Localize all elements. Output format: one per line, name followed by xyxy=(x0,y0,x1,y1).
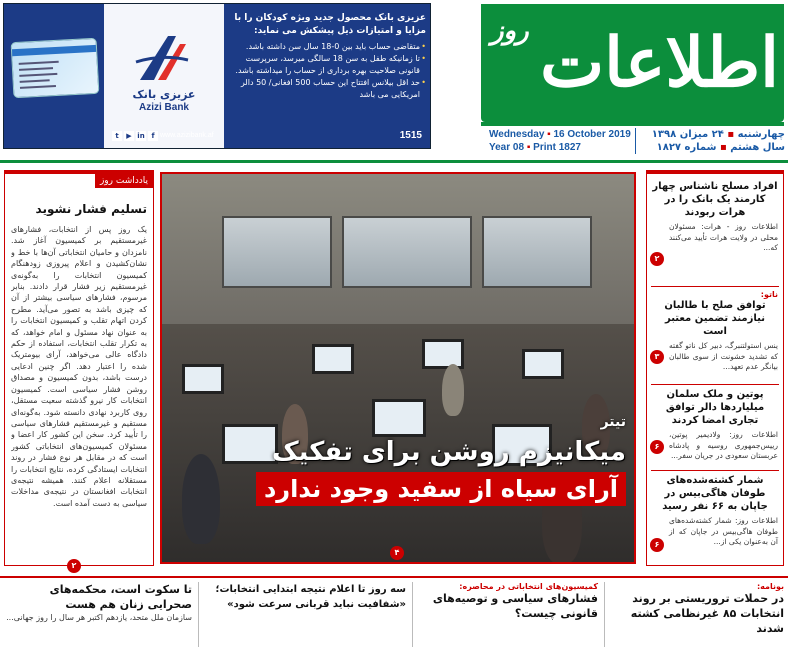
ad-bullet: • حد اقل بیلانس افتتاح این حساب 500 افغانی/ 50 دالر امریکایی می باشد xyxy=(228,77,426,101)
weekday-fa: چهارشنبه xyxy=(737,129,785,140)
page-number-badge[interactable]: ۳ xyxy=(650,350,664,364)
masthead-sub: روز xyxy=(491,16,529,46)
ad-footer xyxy=(108,130,426,144)
print-fa: شماره ۱۸۲۷ xyxy=(656,142,717,153)
bank-card-image xyxy=(11,38,100,98)
lead-title-line2[interactable]: آرای سیاه از سفید وجود ندارد xyxy=(256,472,626,506)
bottom-story[interactable] xyxy=(610,582,784,636)
brief-title[interactable]: توافق صلح با طالبان نیازمند تضمین معتبر است xyxy=(664,300,766,337)
brief-text: اطلاعات روز - هرات: مسئولان محلی در ولایت هرات تأیید می‌کنند که... xyxy=(669,222,778,252)
newspaper-logo xyxy=(481,4,784,122)
ad-social-icons xyxy=(112,131,158,141)
brief-title[interactable]: پوتین و ملک سلمان میلیاردها دالر توافق تجاری امضا کردند xyxy=(665,389,765,426)
year-en: Year 08 xyxy=(489,142,525,153)
bottom-story[interactable] xyxy=(204,582,406,612)
ad-website[interactable]: www.azizibank.af xyxy=(160,132,214,139)
editorial-title[interactable]: تسلیم فشار نشوید xyxy=(35,202,147,216)
bottom-title[interactable]: سه روز تا اعلام نتیجه ابتدایی انتخابات؛ «شفافیت نباید قربانی سرعت شود» xyxy=(215,584,406,610)
news-brief[interactable] xyxy=(647,388,783,462)
page-number-badge[interactable]: ۲ xyxy=(67,559,81,573)
masthead-name: اطلاعات xyxy=(540,23,779,103)
lead-story-photo[interactable] xyxy=(160,172,636,564)
dateline-fa: چهارشنبه ▪ ۲۴ میزان ۱۳۹۸ سال هشتم ▪ شماره ۱۸۲۷ xyxy=(651,129,785,153)
year-fa: سال هشتم xyxy=(730,142,785,153)
bank-logo xyxy=(104,4,224,149)
facebook-icon[interactable]: f xyxy=(148,131,158,141)
bottom-kicker: کمیسیون‌های انتخاباتی در محاصره: xyxy=(459,582,598,591)
bank-name-fa: عزیزی بانک xyxy=(132,88,196,101)
youtube-icon[interactable]: ▶ xyxy=(124,131,134,141)
ad-copy xyxy=(228,12,426,101)
masthead-divider xyxy=(0,160,788,163)
bottom-divider xyxy=(0,576,788,578)
masthead xyxy=(481,4,784,124)
brief-kicker: ناتو: xyxy=(760,290,778,299)
azizi-bank-logo-icon xyxy=(132,32,192,87)
date-fa: ۲۴ میزان ۱۳۹۸ xyxy=(651,129,724,140)
ad-phone-number: 1515 xyxy=(399,130,422,141)
twitter-icon[interactable]: t xyxy=(112,131,122,141)
date-en: 16 October 2019 xyxy=(553,129,631,140)
section-tag: یادداشت روز xyxy=(95,174,153,188)
news-briefs-column xyxy=(646,170,784,566)
bottom-title[interactable]: در حملات تروریستی بر روند انتخابات ۸۵ غیرنظامی کشته شدند xyxy=(630,592,784,635)
ad-bullet: • متقاضی حساب باید بین 0-18 سال سن داشته باشد. xyxy=(228,41,426,53)
linkedin-icon[interactable]: in xyxy=(137,132,145,140)
page-number-badge[interactable]: ۶ xyxy=(650,440,664,454)
lead-headline[interactable] xyxy=(206,414,626,506)
page-number-badge[interactable]: ۶ xyxy=(650,538,664,552)
ad-headline: عزیزی بانک محصول جدید ویژه کودکان را با مزایا و امتیازات ذیل پیشکش می نماید: xyxy=(234,13,426,36)
bank-name-en: Azizi Bank xyxy=(138,102,189,113)
bottom-title[interactable]: فشارهای سیاسی و توصیه‌های قانونی چیست؟ xyxy=(432,592,598,620)
print-en: Print 1827 xyxy=(533,142,581,153)
brief-text: اطلاعات روز: ولادیمیر پوتین، رییس‌جمهوری روسیه و پادشاه عربستان سعودی در جریان سفر... xyxy=(669,430,778,460)
brief-title[interactable]: افراد مسلح ناشناس چهار کارمند یک بانک را در هرات ربودند xyxy=(652,181,778,218)
page-number-badge[interactable]: ۴ xyxy=(390,546,404,560)
bank-advertisement[interactable] xyxy=(3,3,431,149)
editorial-column[interactable] xyxy=(4,170,154,570)
news-brief[interactable] xyxy=(647,180,783,254)
lead-kicker: تیتر xyxy=(600,414,626,430)
bottom-kicker: بونامه: xyxy=(756,582,784,591)
brief-text: اطلاعات روز: شمار کشته‌شده‌های طوفان هاگی‌بیس در جاپان که از آن به‌عنوان یکی از... xyxy=(669,516,778,546)
weekday-en: Wednesday xyxy=(489,129,545,140)
brief-text: ینس استولتنبرگ، دبیر کل ناتو گفته که تشدید خشونت از سوی طالبان بیانگر عدم تعهد... xyxy=(669,341,778,371)
ad-bullet: • تا زمانیکه طفل به سن 18 سالگی میرسد، سرپرست قانونی صلاحیت بهره برداری از حساب را میداشته باشد. xyxy=(228,53,426,77)
news-brief[interactable] xyxy=(647,290,783,373)
lead-title-line1[interactable]: میکانیزم روشن برای تفکیک xyxy=(272,437,626,467)
brief-title[interactable]: شمار کشته‌شده‌های طوفان هاگی‌بیس در جاپان به ۶۶ نفر رسید xyxy=(662,475,768,512)
editorial-body: یک روز پس از انتخابات، فشارهای غیرمستقیم بر کمیسیون آغاز شد. نامزدان و حامیان انتخاباتی آن‌ها با خط و نشان‌کشیدن و اعلام پیروزی زودهنگام کمیسیون انتخابات را به‌گونه‌ی غیرمستقیم زیر فشار قرار دادند. بنا‌بر مرسوم، فشارهای سیاسی بیشتر از آن که چیزی باشد به تصور می‌آید. مطرح کردن اتهام تقلب و کمیسیون انتخابات را به عنوان نهاد مسئول و امام خواهد، که به تکرار تقلب انتخابات، استفاده از حکم دادگاه عالی می‌خواهد، آرای بیومتریک شده را اعتبار دهد. اگر چنین ادعایی درست باشد، بدون کمیسیون و مصداق روشن فشار سیاسی است. کمیسیون انتخابات کار نیرو گذشته سعیت مستقل، روی کاربرد نهادی دانسته شود. به‌گونه‌ای مستقیم و غیرمستقیم فشارهای سیاسی را تأیید کرد. سخن این کشور کار اعضا و مسئولان کمیسیون‌های انتخاباتی کشور است که در مقابل هر نوع فشار در روند انتخابات ایستادگی کرده، نتایج انتخابات را مستقلانه اعلام کنند. همیشه نتیجه‌ی انتخابات افغانستان در نتیجه‌ی مداخلات سیاسی به دست آمده است. xyxy=(11,225,147,508)
bottom-story[interactable] xyxy=(418,582,598,621)
bottom-title[interactable]: تا سکوت است، محکمه‌های صحرایی زنان هم هست xyxy=(49,583,192,611)
bottom-text: سازمان ملل متحد، یازدهم اکتبر هر سال را روز جهانی... xyxy=(6,613,192,622)
dateline-en: Wednesday ▪ 16 October 2019 Year 08 ▪ Print 1827 xyxy=(489,129,631,153)
page-number-badge[interactable]: ۲ xyxy=(650,252,664,266)
dateline xyxy=(489,128,785,154)
news-brief[interactable] xyxy=(647,474,783,548)
bottom-story[interactable] xyxy=(4,582,192,623)
